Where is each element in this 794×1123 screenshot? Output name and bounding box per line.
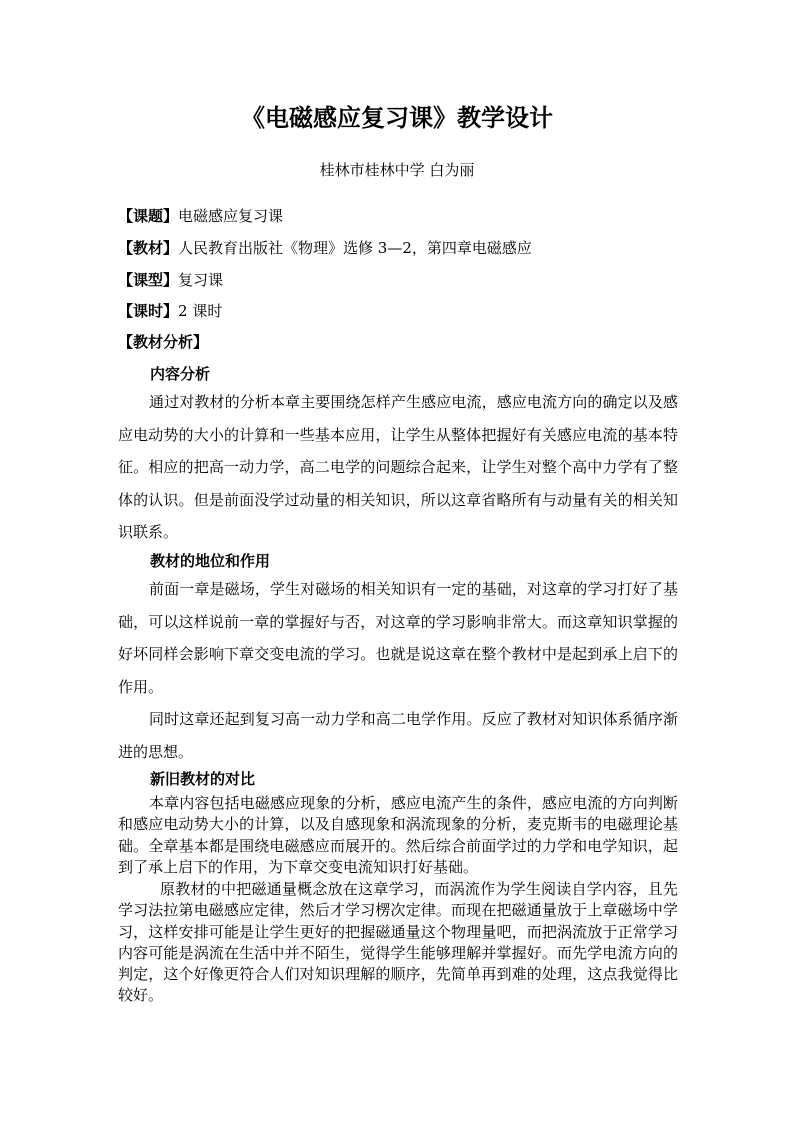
field-label: 【教材】 [118, 239, 179, 257]
paragraph: 前面一章是磁场，学生对磁场的相关知识有一定的基础，对这章的学习打好了基础，可以这样说前一章的掌握好与否，对这章的学习影响非常大。而这章知识掌握的好坏同样会影响下章交变电流的学习。也就是说这章在整个教材中是起到承上启下的作用。 [118, 580, 678, 696]
field-value: 复习课 [178, 271, 224, 289]
field-label: 【课型】 [118, 271, 179, 289]
field-topic [118, 205, 283, 227]
paragraph: 同时这章还起到复习高一动力学和高二电学作用。反应了教材对知识体系循序渐进的思想。 [118, 710, 678, 761]
subsection-heading: 新旧教材的对比 [150, 770, 256, 788]
field-label: 【课时】 [118, 302, 179, 320]
paragraph: 原教材的中把磁通量概念放在这章学习，而涡流作为学生阅读自学内容，且先学习法拉第电磁感应定律，然后才学习楞次定律。而现在把磁通量放于上章磁场中学习，这样安排可能是让学生更好的把握磁通量这个物理量吧，而把涡流放于正常学习内容可能是涡流在生活中并不陌生，觉得学生能够理解并掌握好。而先学电流方向的判定，这个好像更符合人们对知识理解的顺序，先简单再到难的处理，这点我觉得比较好。 [118, 880, 678, 1005]
subsection-heading: 教材的地位和作用 [150, 552, 271, 570]
paragraph: 通过对教材的分析本章主要围绕怎样产生感应电流，感应电流方向的确定以及感应电动势的大小的计算和一些基本应用，让学生从整体把握好有关感应电流的基本特征。相应的把高一动力学，高二电学的问题综合起来，让学生对整个高中力学有了整体的认识。但是前面没学过动量的相关知识，所以这章省略所有与动量有关的相关知识联系。 [118, 393, 678, 541]
field-value: 人民教育出版社《物理》选修 3—2，第四章电磁感应 [178, 239, 532, 257]
author-line: 桂林市桂林中学 白为丽 [319, 161, 475, 179]
document-title: 《电磁感应复习课》教学设计 [241, 103, 553, 132]
paragraph: 本章内容包括电磁感应现象的分析，感应电流产生的条件，感应电流的方向判断和感应电动势大小的计算，以及自感现象和涡流现象的分析，麦克斯韦的电磁理论基础。全章基本都是围绕电磁感应而展开的。然后综合前面学过的力学和电学知识，起到了承上启下的作用，为下章交变电流知识打好基础。 [118, 794, 678, 876]
field-value: 2 课时 [178, 302, 223, 320]
subsection-heading: 内容分析 [150, 365, 211, 383]
field-lesson-type [118, 269, 223, 291]
field-label: 【课题】 [118, 207, 179, 225]
field-class-hours [118, 300, 222, 322]
field-textbook [118, 237, 532, 259]
section-title: 【教材分析】 [118, 333, 209, 351]
field-value: 电磁感应复习课 [178, 207, 284, 225]
